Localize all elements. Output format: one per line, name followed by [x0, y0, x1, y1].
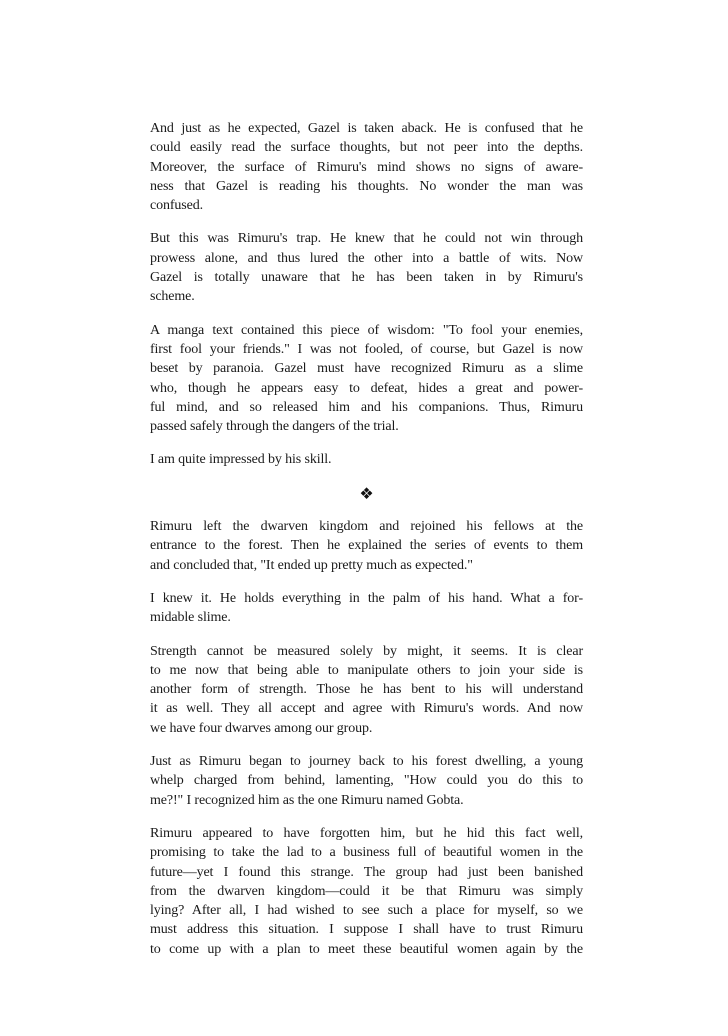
paragraph: [150, 824, 583, 959]
section-divider: ❖: [359, 483, 374, 503]
text-line: Strength cannot be measured solely by might, it seems. It is clear: [150, 643, 583, 659]
text-line: scheme.: [150, 289, 195, 305]
text-line: to me now that being able to manipulate others to join your side is: [150, 662, 583, 678]
text-line: Rimuru left the dwarven kingdom and rejoined his fellows at the: [150, 519, 583, 535]
text-line: And just as he expected, Gazel is taken aback. He is confused that he: [150, 121, 583, 136]
text-line: passed safely through the dangers of the trial.: [150, 419, 399, 435]
text-line: and concluded that, "It ended up pretty much as expected.": [150, 557, 473, 573]
text-line: confused.: [150, 198, 203, 214]
text-line: midable slime.: [150, 610, 231, 626]
text-line: me?!" I recognized him as the one Rimuru named Gobta.: [150, 792, 464, 808]
text-column: [150, 119, 583, 973]
text-line: another form of strength. Those he has bent to his will understand: [150, 682, 583, 698]
text-line: ful mind, and so released him and his companions. Thus, Rimuru: [150, 399, 583, 415]
text-line: lying? After all, I had wished to see such a place for myself, so we: [150, 903, 583, 919]
text-line: to come up with a plan to meet these beautiful women again by the: [150, 941, 583, 957]
text-line: could easily read the surface thoughts, but not peer into the depths.: [150, 140, 583, 156]
text-line: A manga text contained this piece of wisdom: "To fool your enemies,: [150, 322, 583, 338]
text-line: Rimuru appeared to have forgotten him, but he hid this fact well,: [150, 825, 583, 841]
paragraph: [150, 119, 583, 215]
text-line: must address this situation. I suppose I shall have to trust Rimuru: [150, 922, 583, 938]
paragraph: [150, 229, 583, 306]
text-line: I knew it. He holds everything in the palm of his hand. What a for-: [150, 590, 583, 606]
text-line: first fool your friends." I was not fooled, of course, but Gazel is now: [150, 341, 583, 357]
paragraph: [150, 321, 583, 437]
text-line: beset by paranoia. Gazel must have recognized Rimuru as a slime: [150, 361, 583, 377]
paragraph: [150, 752, 583, 810]
text-line: I am quite impressed by his skill.: [150, 452, 332, 468]
text-line: it as well. They all accept and agree with Rimuru's words. And now: [150, 701, 583, 717]
text-line: we have four dwarves among our group.: [150, 720, 373, 736]
paragraph: [150, 642, 583, 738]
text-line: But this was Rimuru's trap. He knew that he could not win through: [150, 231, 583, 247]
text-line: who, though he appears easy to defeat, hides a great and power-: [150, 380, 583, 396]
text-line: whelp charged from behind, lamenting, "How could you do this to: [150, 773, 583, 789]
text-line: ness that Gazel is reading his thoughts. No wonder the man was: [150, 178, 583, 194]
paragraph: [150, 589, 583, 628]
text-line: entrance to the forest. Then he explained the series of events to them: [150, 538, 583, 554]
text-line: prowess alone, and thus lured the other into a battle of wits. Now: [150, 250, 583, 266]
paragraph: [150, 517, 583, 575]
text-line: future—yet I found this strange. The group had just been banished: [150, 864, 583, 880]
paragraph: [150, 450, 583, 469]
text-line: promising to take the lad to a business full of beautiful women in the: [150, 845, 583, 861]
text-line: Gazel is totally unaware that he has been taken in by Rimuru's: [150, 270, 583, 286]
text-line: Moreover, the surface of Rimuru's mind shows no signs of aware-: [150, 159, 583, 175]
text-line: Just as Rimuru began to journey back to his forest dwelling, a young: [150, 754, 583, 770]
text-line: from the dwarven kingdom—could it be that Rimuru was simply: [150, 883, 583, 899]
